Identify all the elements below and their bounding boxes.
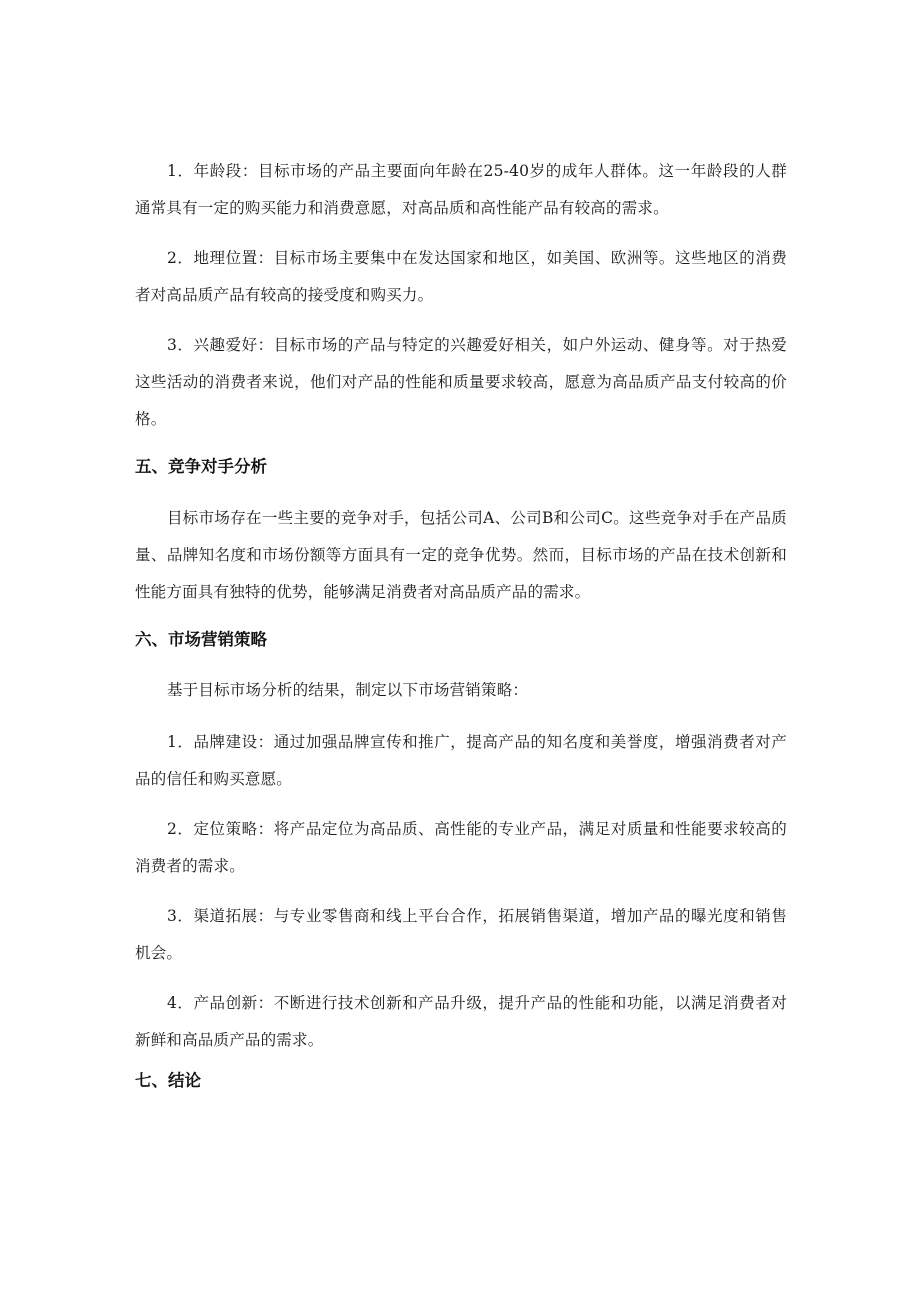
list-item-channel-expansion: 3．渠道拓展：与专业零售商和线上平台合作，拓展销售渠道，增加产品的曝光度和销售机会。: [135, 907, 787, 962]
section-heading-competitors: 五、竞争对手分析: [135, 457, 267, 476]
section-heading-conclusion: 七、结论: [135, 1071, 201, 1090]
paragraph-age-group: 1．年龄段：目标市场的产品主要面向年龄在25-40岁的成年人群体。这一年龄段的人群通常具有一定的购买能力和消费意愿，对高品质和高性能产品有较高的需求。: [135, 162, 787, 217]
list-item-product-innovation: 4．产品创新：不断进行技术创新和产品升级，提升产品的性能和功能，以满足消费者对新鲜和高品质产品的需求。: [135, 994, 787, 1049]
paragraph-geographic-location: 2．地理位置：目标市场主要集中在发达国家和地区，如美国、欧洲等。这些地区的消费者对高品质产品有较高的接受度和购买力。: [135, 249, 787, 304]
list-item-positioning: 2．定位策略：将产品定位为高品质、高性能的专业产品，满足对质量和性能要求较高的消费者的需求。: [135, 820, 787, 875]
section-heading-marketing-strategy: 六、市场营销策略: [135, 630, 267, 649]
paragraph-strategy-intro: 基于目标市场分析的结果，制定以下市场营销策略：: [167, 681, 529, 699]
paragraph-interests: 3．兴趣爱好：目标市场的产品与特定的兴趣爱好相关，如户外运动、健身等。对于热爱这些活动的消费者来说，他们对产品的性能和质量要求较高，愿意为高品质产品支付较高的价格。: [135, 336, 787, 428]
paragraph-competitor-analysis: 目标市场存在一些主要的竞争对手，包括公司A、公司B和公司C。这些竞争对手在产品质量、品牌知名度和市场份额等方面具有一定的竞争优势。然而，目标市场的产品在技术创新和性能方面具有独特的优势，能够满足消费者对高品质产品的需求。: [135, 509, 787, 601]
list-item-brand-building: 1．品牌建设：通过加强品牌宣传和推广，提高产品的知名度和美誉度，增强消费者对产品的信任和购买意愿。: [135, 733, 787, 788]
